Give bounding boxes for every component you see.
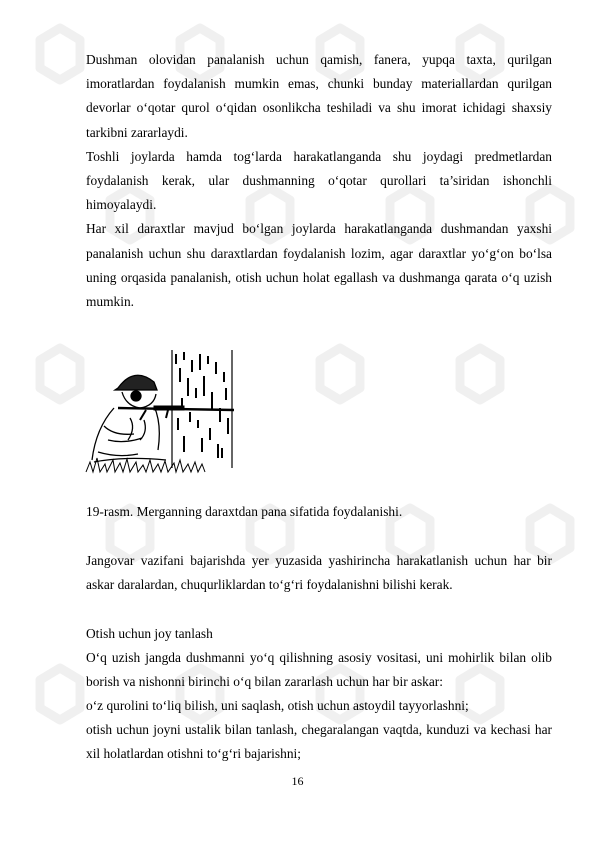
paragraph-cover-materials: Dushman olovidan panalanish uchun qamish, fanera, yupqa taxta, qurilgan imoratlardan foydalanish mumkin emas, chunki bunday materiallardan qurilgan devorlar o‘qotar qurol o‘qidan osonlikcha teshiladi va shu imorat ichidagi shaxsiy tarkibni zararlaydi. (86, 52, 552, 140)
list-item: o‘z qurolini to‘liq bilish, uni saqlash, otish uchun astoydil tayyorlashni; (86, 698, 469, 713)
list-item: otish uchun joyni ustalik bilan tanlash, chegaralangan vaqtda, kunduzi va kechasi har xil holatlardan otishni to‘g‘ri bajarishni; (86, 722, 552, 762)
soldier-figure (92, 375, 166, 462)
paragraph-rocky-terrain: Toshli joylarda hamda tog‘larda harakatlanganda shu joydagi predmetlardan foydalanish kerak, ular dushmanning o‘qotar qurollari ta’siridan ishonchli himoyalaydi. (86, 148, 552, 213)
sniper-behind-tree-illustration (84, 348, 240, 474)
paragraph-trees-cover: Har xil daraxtlar mavjud bo‘lgan joylarda harakatlanganda dushmandan yaxshi panalanish uchun shu daraxtlardan foydalanish lozim, agar daraxtlar yo‘g‘on bo‘lsa uning orqasida panalanish, otish uchun holat egallash va dushmanga qarata o‘q uzish mumkin. (86, 221, 552, 310)
page-body (86, 48, 552, 314)
page-number: 16 (291, 774, 304, 788)
paragraph-firing: O‘q uzish jangda dushmanni yo‘q qilishning asosiy vositasi, uni mohirlik bilan olib borish va nishonni birinchi o‘q bilan zararlash uchun har bir askar: (86, 650, 552, 690)
paragraph-movement: Jangovar vazifani bajarishda yer yuzasida yashirincha harakatlanish uchun har bir askar daralardan, chuqurliklardan to‘g‘ri foydalanishni bilishi kerak. (86, 553, 552, 593)
section-heading: Otish uchun joy tanlash (86, 626, 213, 641)
figure-caption: 19-rasm. Merganning daraxtdan pana sifatida foydalanishi. (86, 504, 403, 519)
